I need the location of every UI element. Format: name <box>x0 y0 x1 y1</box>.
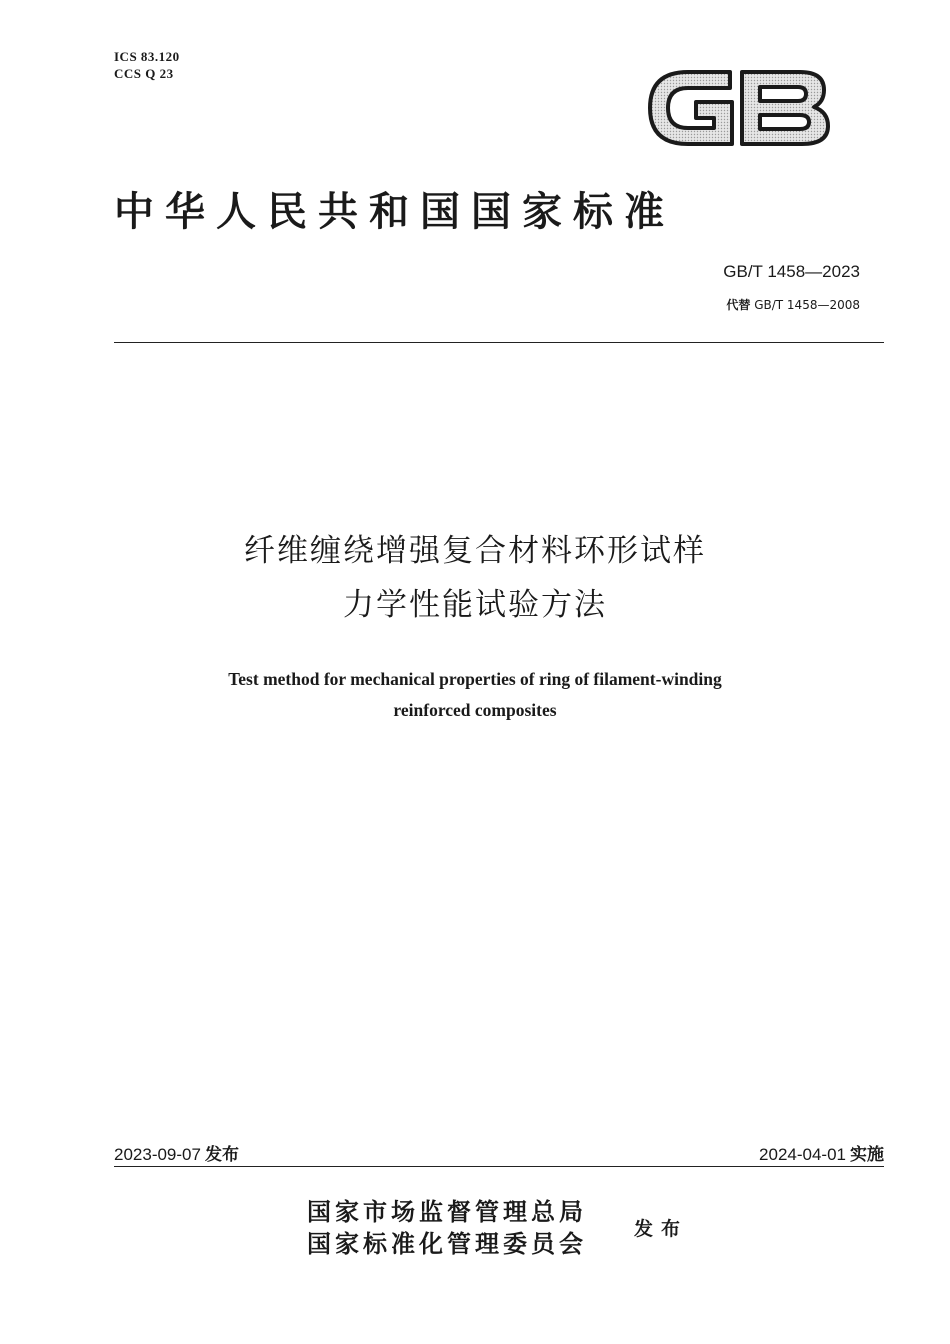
national-standard-heading: 中华人民共和国国家标准 <box>114 188 675 235</box>
chinese-title-line2: 力学性能试验方法 <box>343 587 607 623</box>
replaces-number: GB/T 1458—2008 <box>754 298 860 312</box>
header-divider <box>114 342 884 343</box>
ccs-code: CCS Q 23 <box>114 66 174 81</box>
implement-label: 实施 <box>850 1145 884 1165</box>
release-date <box>114 1140 239 1165</box>
footer-divider <box>114 1166 884 1167</box>
standard-number-text: GB/T 1458—2023 <box>723 262 860 281</box>
release-label: 发布 <box>204 1145 239 1165</box>
standard-number <box>723 262 860 282</box>
issuing-authorities <box>307 1196 587 1260</box>
chinese-title-line1: 纤维缠绕增强复合材料环形试样 <box>244 533 706 569</box>
ics-code: ICS 83.120 <box>114 49 180 64</box>
publish-label: 发布 <box>634 1218 689 1240</box>
release-date-value: 2023-09-07 <box>114 1145 201 1164</box>
issuer-sac: 国家标准化管理委员会 <box>307 1229 587 1258</box>
english-title <box>0 664 950 726</box>
english-title-line2: reinforced composites <box>393 700 557 720</box>
issuer-samr: 国家市场监督管理总局 <box>307 1197 587 1226</box>
classification-codes <box>114 48 180 82</box>
replaces-note <box>726 296 860 313</box>
implement-date <box>759 1140 884 1165</box>
english-title-line1: Test method for mechanical properties of ring of filament-winding <box>228 669 722 689</box>
chinese-title <box>0 524 950 632</box>
gb-logo-icon <box>642 58 834 158</box>
implement-date-value: 2024-04-01 <box>759 1145 846 1164</box>
replaces-label: 代替 <box>726 298 751 312</box>
